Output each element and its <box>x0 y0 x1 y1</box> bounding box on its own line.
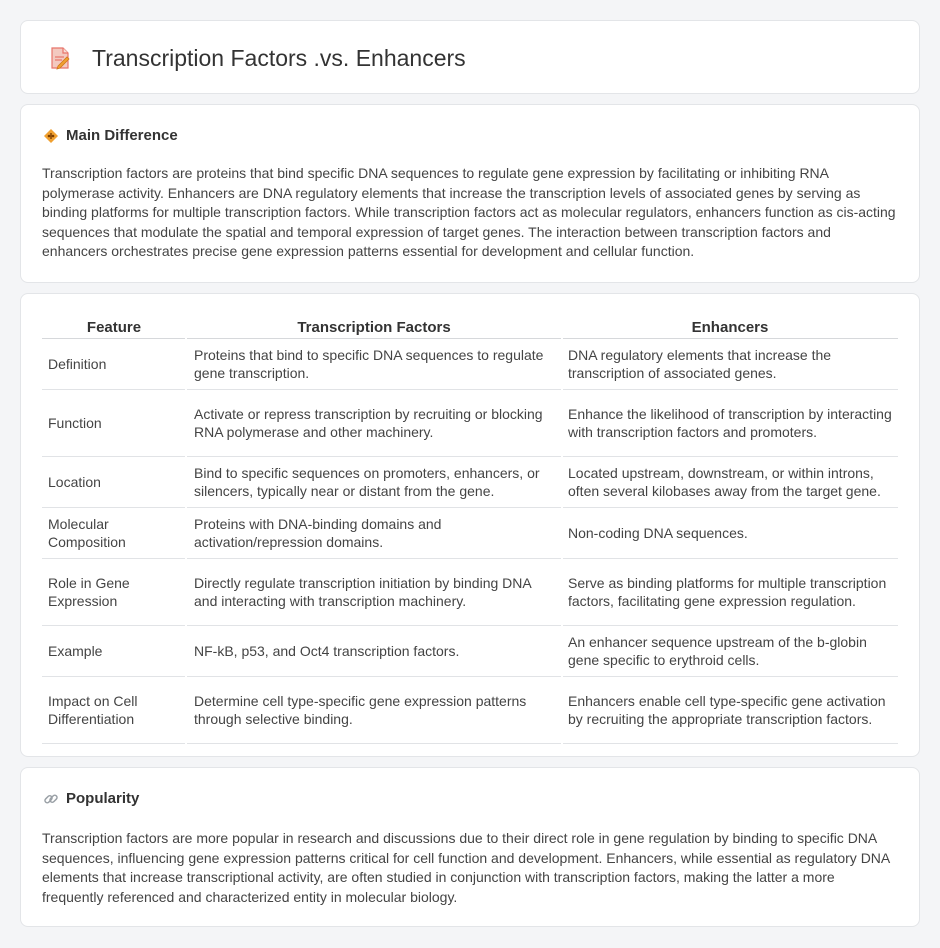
main-difference-text: Transcription factors are proteins that bind specific DNA sequences to regulate gene expression by facilitating or inhibiting RNA polymerase activity. Enhancers are DNA regulatory elements that increase the transcription levels of associated genes by serving as binding platforms for multiple transcription factors. While transcription factors act as molecular regulators, enhancers function as cis-acting sequences that modulate the spatial and temporal expression of target genes. The interaction between transcription factors and enhancers orchestrates precise gene expression patterns essential for development and cellular function. <box>42 165 896 260</box>
column-header-feature: Feature <box>42 316 186 339</box>
column-header-transcription-factors: Transcription Factors <box>186 316 562 339</box>
feature-cell: Location <box>42 457 186 508</box>
transcription-factors-cell: Proteins with DNA-binding domains and activation/repression domains. <box>186 508 562 559</box>
enhancers-cell: Located upstream, downstream, or within introns, often several kilobases away from the target gene. <box>562 457 898 508</box>
table-row <box>42 339 898 390</box>
enhancers-cell: DNA regulatory elements that increase the transcription of associated genes. <box>562 339 898 390</box>
transcription-factors-cell: Directly regulate transcription initiation by binding DNA and interacting with transcription machinery. <box>186 559 562 626</box>
link-icon <box>43 791 59 807</box>
feature-cell: Role in Gene Expression <box>42 559 186 626</box>
enhancers-cell: An enhancer sequence upstream of the b-globin gene specific to erythroid cells. <box>562 626 898 677</box>
feature-cell: Molecular Composition <box>42 508 186 559</box>
transcription-factors-cell: Activate or repress transcription by recruiting or blocking RNA polymerase and other machinery. <box>186 390 562 457</box>
popularity-card <box>20 767 920 927</box>
comparison-card <box>20 293 920 757</box>
transcription-factors-cell: NF-kB, p53, and Oct4 transcription factors. <box>186 626 562 677</box>
table-row <box>42 390 898 457</box>
enhancers-cell: Enhance the likelihood of transcription by interacting with transcription factors and promoters. <box>562 390 898 457</box>
header-card <box>20 20 920 94</box>
table-header-row <box>42 316 898 339</box>
transcription-factors-cell: Determine cell type-specific gene expression patterns through selective binding. <box>186 677 562 744</box>
transcription-factors-cell: Proteins that bind to specific DNA sequences to regulate gene transcription. <box>186 339 562 390</box>
feature-cell: Impact on Cell Differentiation <box>42 677 186 744</box>
feature-cell: Example <box>42 626 186 677</box>
popularity-text: Transcription factors are more popular in research and discussions due to their direct role in gene regulation by binding to specific DNA sequences, influencing gene expression patterns critical for cell function and development. Enhancers, while essential as regulatory DNA elements that increase transcriptional activity, are often studied in conjunction with transcription factors, making the latter a more frequently referenced and characterized entity in molecular biology. <box>42 830 890 905</box>
table-row <box>42 626 898 677</box>
transcription-factors-cell: Bind to specific sequences on promoters, enhancers, or silencers, typically near or distant from the gene. <box>186 457 562 508</box>
feature-cell: Definition <box>42 339 186 390</box>
table-row <box>42 457 898 508</box>
document-edit-icon <box>49 46 71 70</box>
table-row <box>42 508 898 559</box>
feature-cell: Function <box>42 390 186 457</box>
popularity-heading <box>43 790 139 807</box>
diamond-icon <box>43 128 59 144</box>
main-difference-card <box>20 104 920 283</box>
page-title: Transcription Factors .vs. Enhancers <box>92 45 466 71</box>
main-difference-title: Main Difference <box>66 127 178 144</box>
enhancers-cell: Enhancers enable cell type-specific gene activation by recruiting the appropriate transcription factors. <box>562 677 898 744</box>
table-row <box>42 677 898 744</box>
enhancers-cell: Non-coding DNA sequences. <box>562 508 898 559</box>
popularity-title: Popularity <box>66 790 140 807</box>
column-header-enhancers: Enhancers <box>562 316 898 339</box>
main-difference-heading <box>43 127 178 144</box>
enhancers-cell: Serve as binding platforms for multiple transcription factors, facilitating gene expression regulation. <box>562 559 898 626</box>
table-row <box>42 559 898 626</box>
comparison-table <box>42 316 898 744</box>
